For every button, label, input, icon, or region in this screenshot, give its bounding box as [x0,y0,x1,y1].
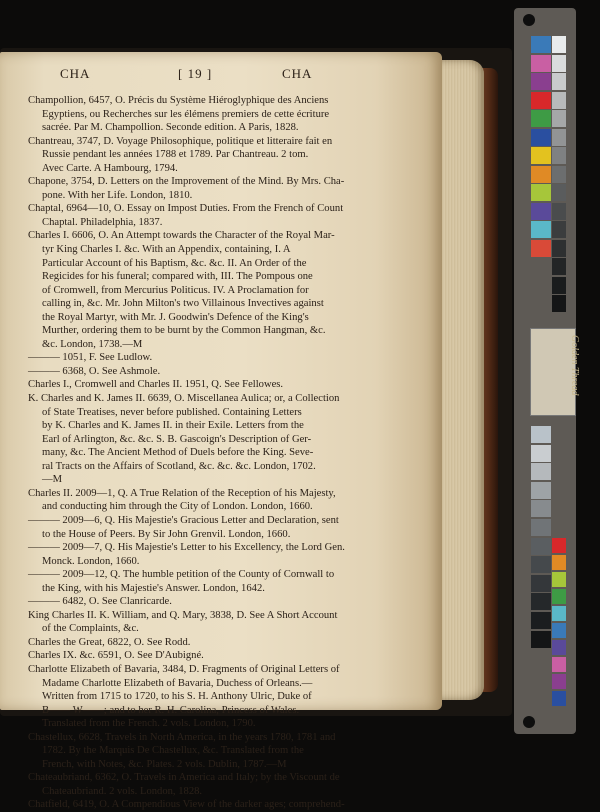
grey-swatch [552,110,566,127]
color-swatch [531,538,551,555]
header-left: CHA [60,66,91,81]
color-swatch [531,240,551,257]
color-swatch [531,92,551,109]
grey-swatch [552,166,566,183]
text-line: Monck. London, 1660. [42,555,140,567]
color-swatch [531,55,551,72]
golden-thread-label: Golden Thread [569,335,580,396]
text-line: Charles II. 2009—1, Q. A True Relation of the Reception of his Majesty, [28,487,336,499]
text-line: French, with Notes, &c. Plates. 2 vols. Dublin, 1787.—M [42,758,287,770]
text-line: ral Tracts on the Affairs of Scotland, &c. &c. &c. London, 1702. [42,460,316,472]
grey-swatch [552,258,566,275]
color-swatch [531,575,551,592]
color-swatch [552,572,566,587]
text-line: of the Complaints, &c. [42,623,139,635]
grey-swatch [552,184,566,201]
grey-swatch [552,73,566,90]
text-line: Regicides for his funeral; compared with, III. The Pompous one [42,271,313,283]
grey-swatch [552,55,566,72]
grey-swatch [552,129,566,146]
text-line: ——— 6368, O. See Ashmole. [28,365,161,377]
text-line: Chaptal. Philadelphia, 1837. [42,216,163,228]
text-line: Chateaubriand, 6362, O. Travels in America and Italy; by the Viscount de [28,772,340,784]
color-swatch [552,606,566,621]
text-line: Charles I. 6606, O. An Attempt towards the Character of the Royal Mar- [28,230,335,242]
catalog-text [28,94,432,812]
text-line: many, &c. The Ancient Method of Duels before the King. Seve- [42,447,314,459]
text-line: Murther, ordering them to be burnt by the Common Hangman, &c. [42,325,326,337]
color-swatch [531,612,551,629]
text-line: calling in, &c. Mr. John Milton's two Villainous Invectives against [42,298,324,310]
text-line: Chantreau, 3747, D. Voyage Philosophique, politique et litteraire fait en [28,135,333,147]
text-line: King Charles II. K. William, and Q. Mary, 3838, D. See A Short Account [28,609,338,621]
text-line: Charles the Great, 6822, O. See Rodd. [28,636,191,648]
text-line: Avec Carte. A Hambourg, 1794. [42,162,178,174]
text-line: Translated from the French. 2 vols. London, 1790. [42,718,256,730]
grey-swatch [552,147,566,164]
color-swatch [531,556,551,573]
grey-swatch [552,36,566,53]
grey-swatch [552,295,566,312]
grey-swatch [552,221,566,238]
grey-swatch [552,240,566,257]
text-line: Chastellux, 6628, Travels in North America, in the years 1780, 1781 and [28,731,336,743]
page-edges [436,60,484,700]
color-swatch [531,482,551,499]
text-line: of State Treatises, never before published. Containing Letters [42,406,302,418]
text-line: to the House of Peers. By Sir John Grenvil. London, 1660. [42,528,291,540]
color-swatch [531,426,551,443]
text-line: &c. London, 1738.—M [42,338,143,350]
color-swatch [552,691,566,706]
text-line: sacrée. Par M. Champollion. Seconde edition. A Paris, 1828. [42,122,299,134]
color-swatch [531,184,551,201]
color-swatch [531,73,551,90]
text-line: Particular Account of his Baptism, &c. &c. II. An Order of the [42,257,307,269]
color-swatch [552,640,566,655]
text-line: Madame Charlotte Elizabeth of Bavaria, Duchess of Orleans.— [42,677,313,689]
text-line: Chapone, 3754, D. Letters on the Improvement of the Mind. By Mrs. Cha- [28,176,345,188]
color-swatch [531,500,551,517]
page-number: [ 19 ] [178,66,213,81]
text-line: Charles IX. &c. 6591, O. See D'Aubigné. [28,650,204,662]
color-swatch [552,589,566,604]
text-line: Egyptiens, ou Recherches sur les élémens premiers de cette écriture [42,108,330,120]
checker-hole-top [523,14,535,26]
text-line: K. Charles and K. James II. 6639, O. Miscellanea Aulica; or, a Collection [28,393,340,405]
text-line: pone. With her Life. London, 1810. [42,189,193,201]
grey-swatch [552,277,566,294]
text-line: ——— 2009—12, Q. The humble petition of the County of Cornwall to [28,569,335,581]
grey-swatch [552,92,566,109]
page-header [60,66,400,84]
text-line: —M [42,474,63,486]
text-line: Chateaubriand. 2 vols. London, 1828. [42,785,203,797]
color-swatch [552,555,566,570]
text-line: tyr King Charles I. &c. With an Appendix, containing, I. A [42,244,291,256]
color-swatch [531,519,551,536]
text-line: Earl of Arlington, &c. &c. S. B. Gascoign's Description of Ger- [42,433,312,445]
color-swatch [531,203,551,220]
text-line: Chaptal, 6964—10, O. Essay on Impost Duties. From the French of Count [28,203,344,215]
text-line: Champollion, 6457, O. Précis du Système Hiéroglyphique des Anciens [28,95,329,106]
header-right: CHA [282,66,313,81]
text-line: ——— 6482, O. See Clanricarde. [28,596,172,608]
text-line: 1782. By the Marquis De Chastellux, &c. Translated from the [42,745,304,757]
text-line: by K. Charles and K. James II. in their Exile. Letters from the [42,420,304,432]
text-line: ——— 1051, F. See Ludlow. [28,352,153,364]
text-line: Chatfield, 6419, O. A Compendious View of the darker ages; comprehend- [28,799,345,811]
text-line: ——— 2009—7, Q. His Majestie's Letter to his Excellency, the Lord Gen. [28,542,345,554]
text-line: Written from 1715 to 1720, to his S. H. Anthony Ulric, Duke of [42,691,312,703]
color-swatch [552,538,566,553]
color-swatch [531,445,551,462]
color-swatch [552,623,566,638]
text-line: the King, with his Majestie's Answer. London, 1642. [42,582,265,594]
color-swatch [531,631,551,648]
color-swatch [531,166,551,183]
text-line: B—— W——; and to her R. H. Carolina, Princess of Wales. [42,704,300,716]
color-swatch [531,221,551,238]
grey-swatch [552,203,566,220]
color-swatch [531,593,551,610]
checker-hole-bottom [523,716,535,728]
text-line: of Cromwell, from Mercurius Politicus. IV. A Proclamation for [42,284,309,296]
text-line: Charles I., Cromwell and Charles II. 1951, Q. See Fellowes. [28,379,284,391]
color-swatch [531,129,551,146]
color-swatch [531,147,551,164]
color-swatch [531,110,551,127]
color-swatch [531,463,551,480]
color-swatch [531,36,551,53]
text-line: Russie pendant les années 1788 et 1789. Par Chantreau. 2 tom. [42,149,309,161]
text-line: the Royal Martyr, with Mr. J. Goodwin's Defence of the King's [42,311,309,323]
text-line: ——— 2009—6, Q. His Majestie's Gracious Letter and Declaration, sent [28,514,339,526]
text-line: and conducting him through the City of London. London, 1660. [42,501,313,513]
text-line: Charlotte Elizabeth of Bavaria, 3484, D. Fragments of Original Letters of [28,663,340,675]
color-swatch [552,657,566,672]
color-swatch [552,674,566,689]
